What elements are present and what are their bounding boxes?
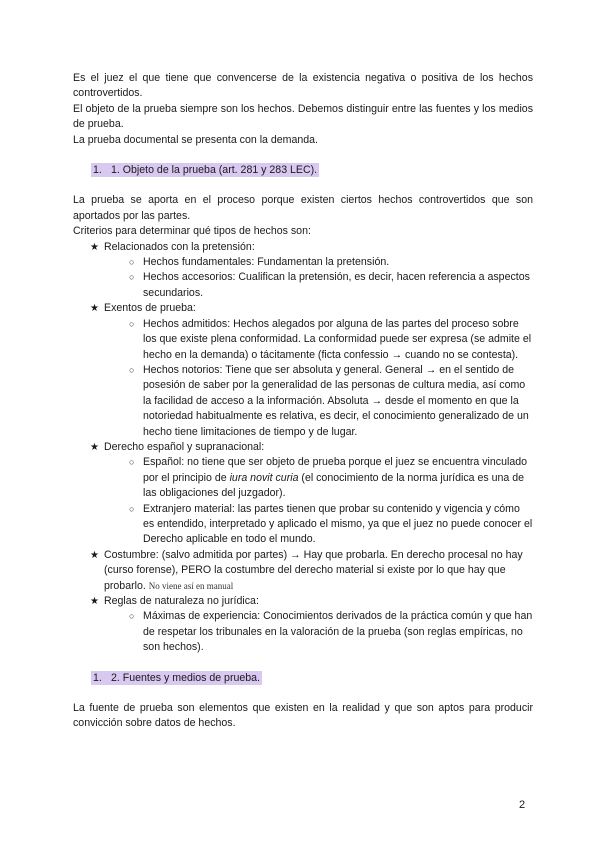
section-2-paragraph-1: La fuente de prueba son elementos que existen en la realidad y que son aptos para producir convicción sobre datos de hechos. — [73, 702, 533, 730]
star-bullet-icon: ★ — [90, 303, 99, 315]
circle-bullet-icon: ○ — [129, 611, 135, 622]
criteria-item — [73, 240, 533, 255]
document-page — [73, 71, 533, 732]
section-2-heading — [91, 671, 533, 686]
section-2-title: 2. Fuentes y medios de prueba. — [111, 671, 260, 684]
section-1-number: 1. — [93, 164, 102, 177]
intro-paragraph-2: El objeto de la prueba siempre son los hechos. Debemos distinguir entre las fuentes y los medios de prueba. — [73, 102, 533, 131]
sub-item — [73, 363, 533, 440]
sub-item-text: Máximas de experiencia: Conocimientos derivados de la práctica común y que han de respetar los tribunales en la valoración de la prueba (son reglas empíricas, no son hechos). — [143, 610, 533, 654]
criteria-item — [73, 440, 533, 455]
section-1-title: 1. Objeto de la prueba (art. 281 y 283 LEC). — [111, 164, 318, 177]
circle-bullet-icon: ○ — [129, 457, 135, 468]
criteria-label: Costumbre: (salvo admitida por partes) → Hay que probarla. En derecho procesal no hay (curso forense), PERO la costumbre del derecho material si existe por lo que hay que probarlo. — [104, 548, 523, 592]
latin-term: iura novit curia — [229, 471, 299, 484]
section-1-paragraph-1: La prueba se aporta en el proceso porque existen ciertos hechos controvertidos que son aportados por las partes. — [73, 194, 533, 222]
margin-note: No viene así en manual — [148, 580, 234, 591]
sub-item-text: Hechos fundamentales: Fundamentan la pretensión. — [143, 256, 390, 269]
intro-paragraph-1: Es el juez el que tiene que convencerse de la existencia negativa o positiva de los hechos controvertidos. — [73, 72, 533, 100]
sub-item — [73, 455, 533, 501]
circle-bullet-icon: ○ — [129, 318, 135, 329]
criteria-item — [73, 548, 533, 594]
circle-bullet-icon: ○ — [129, 272, 135, 283]
circle-bullet-icon: ○ — [129, 503, 135, 514]
sub-item-text: Hechos accesorios: Cualifican la pretensión, es decir, hacen referencia a aspectos secundarios. — [143, 271, 530, 299]
circle-bullet-icon: ○ — [129, 257, 135, 268]
sub-item — [73, 502, 533, 548]
criteria-label: Reglas de naturaleza no jurídica: — [104, 595, 259, 607]
section-1-paragraph-2: Criterios para determinar qué tipos de hechos son: — [73, 225, 311, 238]
page-number: 2 — [519, 799, 526, 811]
criteria-label: Exentos de prueba: — [104, 302, 196, 315]
section-2-number: 1. — [93, 671, 102, 684]
sub-item — [73, 317, 533, 363]
intro-paragraph-3: La prueba documental se presenta con la demanda. — [73, 133, 319, 146]
sub-item-text-a: Español: no tiene que ser objeto de prueba porque el juez se encuentra vinculado por el principio de — [143, 456, 528, 484]
criteria-label: Relacionados con la pretensión: — [104, 240, 255, 253]
sub-item-text: Extranjero material: las partes tienen que probar su contenido y vigencia y cómo es entendido, interpretado y aplicado el mismo, ya que el juez no puede conocer el Derecho aplicable en todo el mundo. — [143, 502, 533, 546]
star-bullet-icon: ★ — [90, 549, 99, 561]
criteria-item — [73, 594, 533, 609]
criteria-label: Derecho español y supranacional: — [104, 440, 265, 453]
sub-item-text-b: (el conocimiento de la norma jurídica es una de las obligaciones del juzgador). — [143, 471, 525, 500]
circle-bullet-icon: ○ — [129, 364, 135, 375]
sub-item-text: Hechos notorios: Tiene que ser absoluta y general. General → en el sentido de posesión de saber por la generalidad de las personas de cultura media, así como la facilidad de acceso a la información. Absoluta → desde el momento en que la notoriedad habitualmente es relativa, es decir, el conocimiento generalizado de un hecho tiene limitaciones de tiempo y de lugar. — [143, 363, 529, 438]
sub-item-text: Hechos admitidos: Hechos alegados por alguna de las partes del proceso sobre los que existe plena conformidad. La conformidad puede ser expresa (se admite el hecho en la demanda) o tácitamente (ficta confessio → cuando no se contesta). — [143, 317, 532, 361]
star-bullet-icon: ★ — [90, 241, 99, 253]
star-bullet-icon: ★ — [90, 441, 99, 453]
section-1-heading — [91, 163, 533, 178]
criteria-item — [73, 301, 533, 316]
sub-item — [73, 255, 533, 270]
star-bullet-icon: ★ — [90, 596, 99, 607]
sub-item — [73, 270, 533, 301]
sub-item — [73, 609, 533, 655]
